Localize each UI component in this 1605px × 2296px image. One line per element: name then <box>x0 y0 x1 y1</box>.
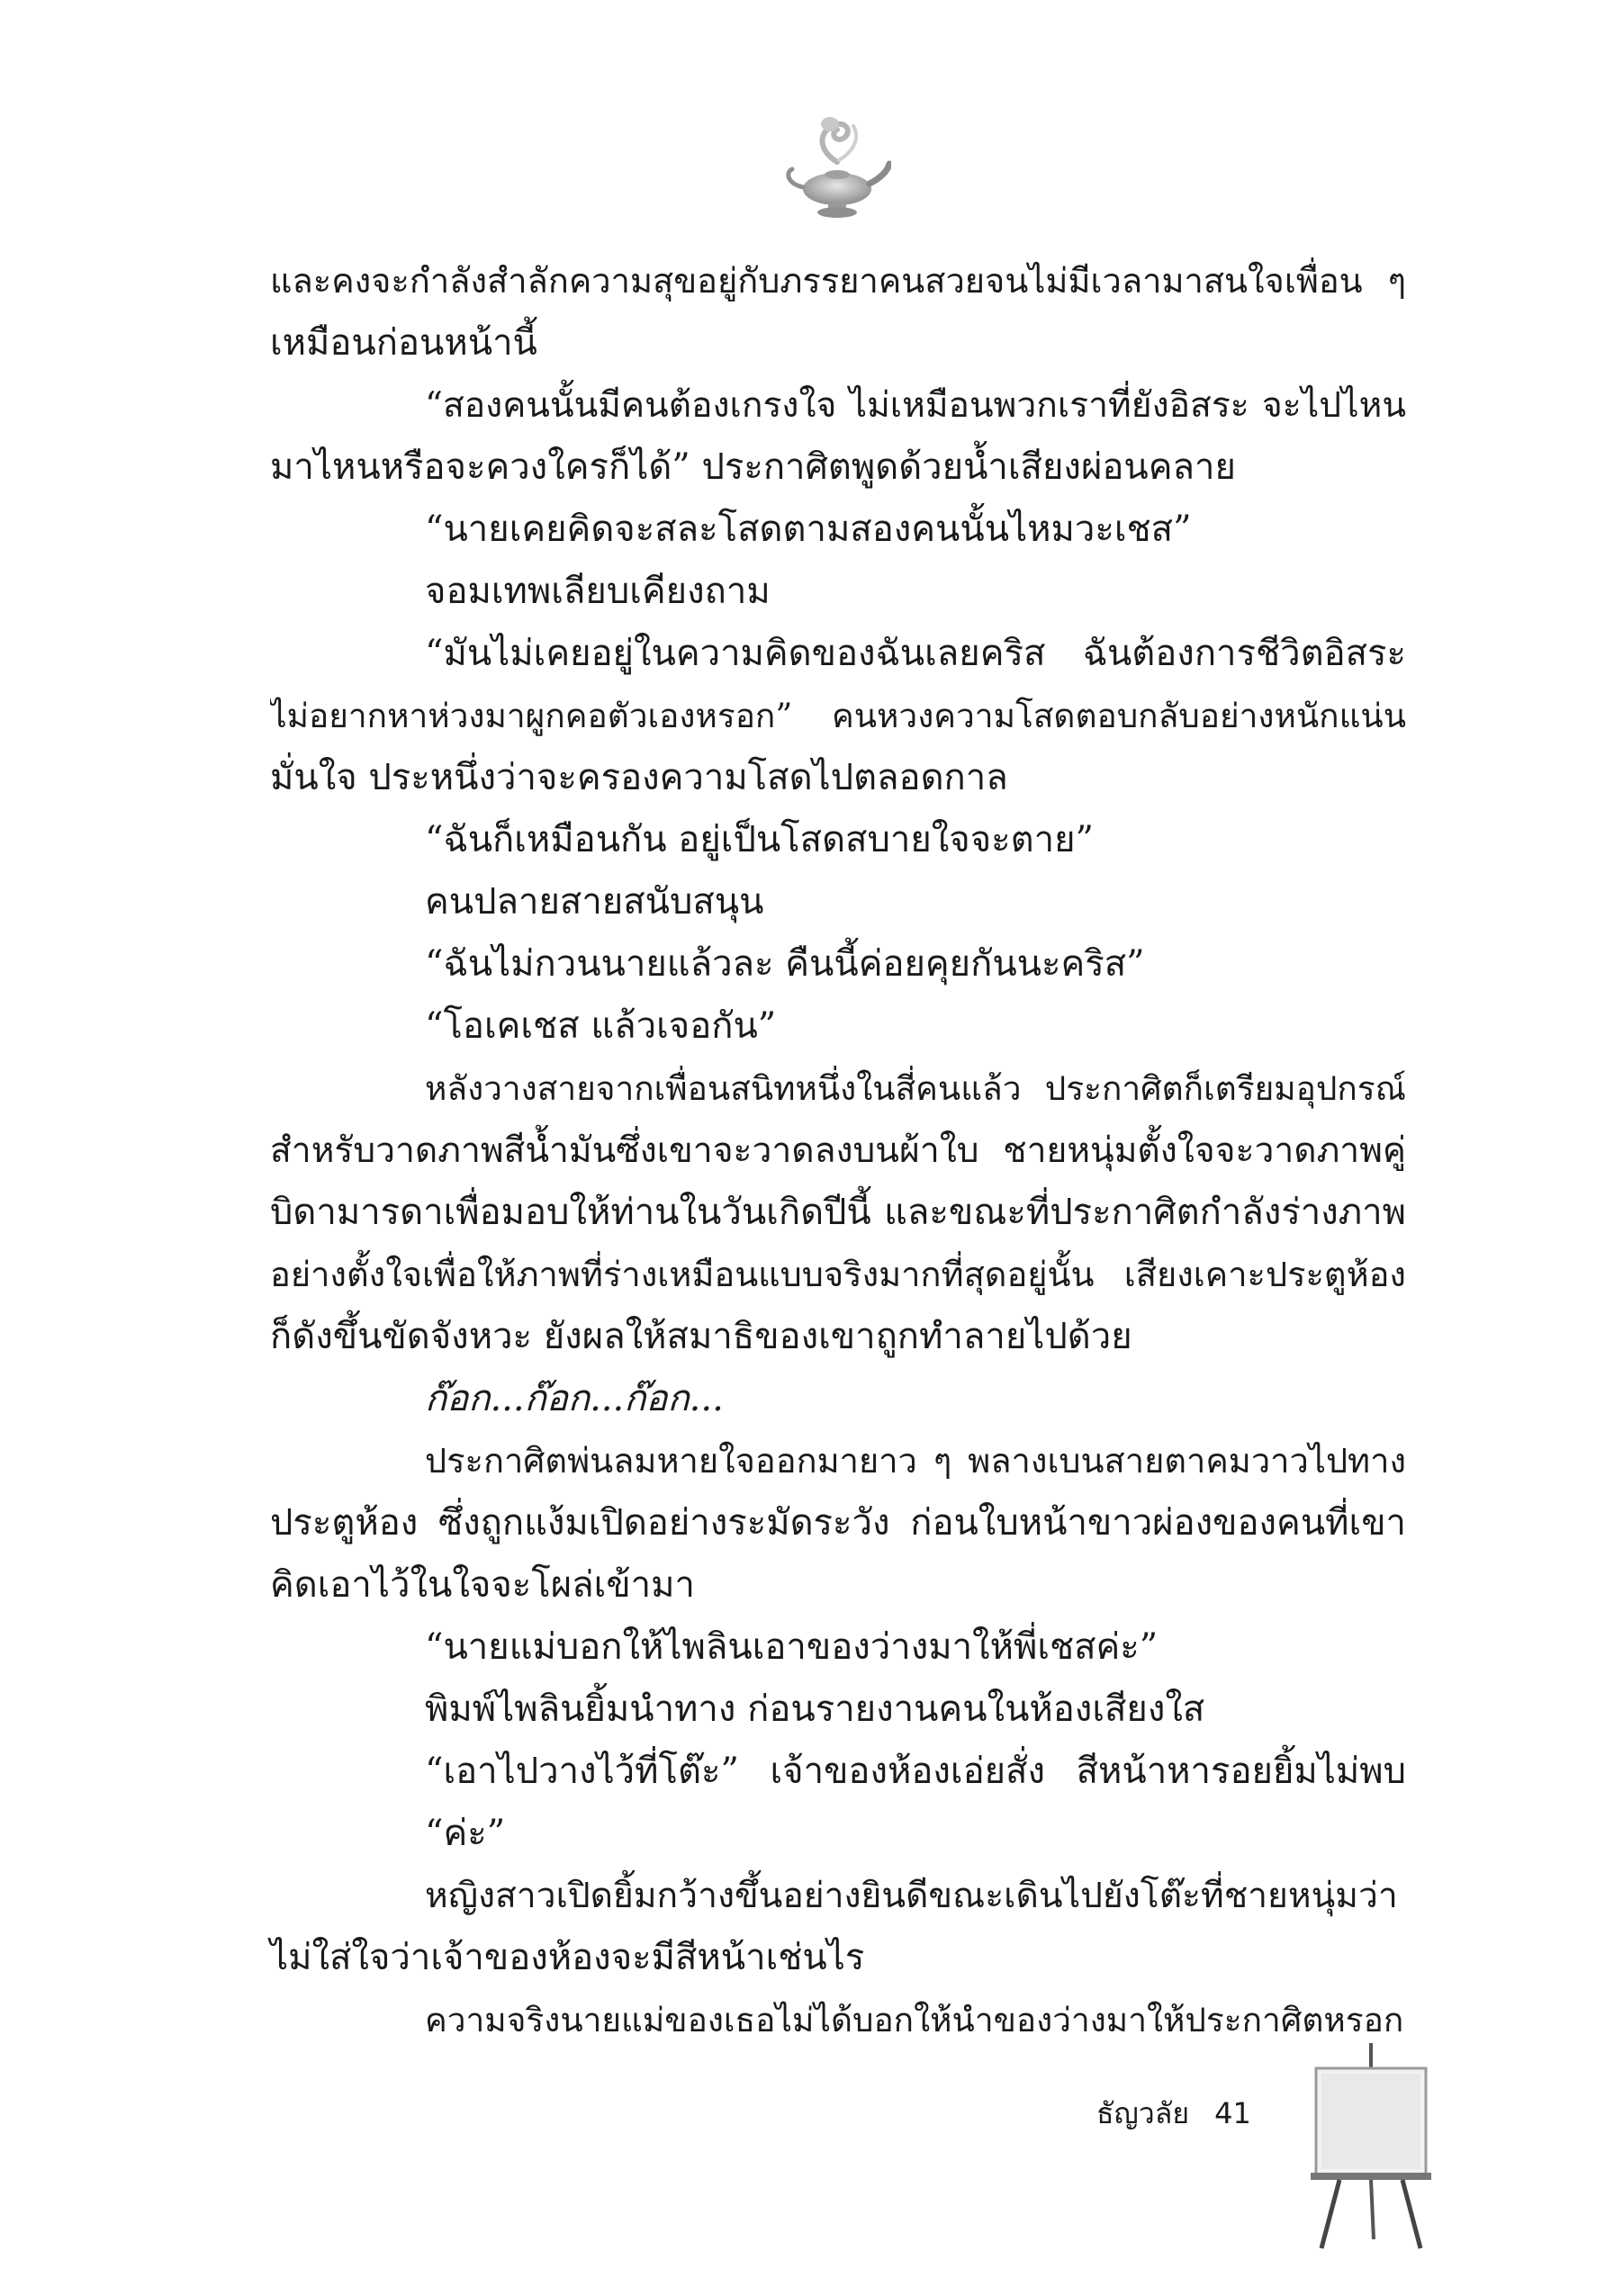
text-line: “นายแม่บอกให้ไพลินเอาของว่างมาให้พี่เชสค่ะ” <box>425 1626 1159 1668</box>
text-line: ประกาศิตพ่นลมหายใจออกมายาว ๆ พลางเบนสายตาคมวาวไปทาง <box>425 1441 1406 1481</box>
text-line: หญิงสาวเปิดยิ้มกว้างขึ้นอย่างยินดีขณะเดินไปยังโต๊ะที่ชายหนุ่มว่า <box>425 1876 1398 1916</box>
text-line: บิดามารดาเพื่อมอบให้ท่านในวันเกิดปีนี้ และขณะที่ประกาศิตกำลังร่างภาพ <box>270 1192 1406 1233</box>
text-line: “สองคนนั้นมีคนต้องเกรงใจ ไม่เหมือนพวกเราที่ยังอิสระ จะไปไหน <box>425 385 1406 426</box>
text-line: จอมเทพเลียบเคียงถาม <box>425 571 771 612</box>
text-line: “เอาไปวางไว้ที่โต๊ะ” เจ้าของห้องเอ่ยสั่ง สีหน้าหารอยยิ้มไม่พบ <box>425 1751 1406 1792</box>
text-line: ก๊อก...ก๊อก...ก๊อก... <box>425 1378 724 1419</box>
text-line: และคงจะกำลังสำลักความสุขอยู่กับภรรยาคนสวยจนไม่มีเวลามาสนใจเพื่อน ๆ <box>270 261 1406 301</box>
page-number: 41 <box>1214 2096 1251 2130</box>
page-footer <box>1096 2095 1251 2131</box>
text-line: สำหรับวาดภาพสีน้ำมันซึ่งเขาจะวาดลงบนผ้าใบ ชายหนุ่มตั้งใจจะวาดภาพคู่ <box>270 1130 1406 1171</box>
text-line: “นายเคยคิดจะสละโสดตามสองคนนั้นไหมวะเชส” <box>425 509 1192 550</box>
text-line: “ฉันก็เหมือนกัน อยู่เป็นโสดสบายใจจะตาย” <box>425 819 1094 860</box>
text-line: หลังวางสายจากเพื่อนสนิทหนึ่งในสี่คนแล้ว ประกาศิตก็เตรียมอุปกรณ์ <box>425 1069 1406 1108</box>
text-line: คนปลายสายสนับสนุน <box>425 881 764 923</box>
body-text <box>270 250 1406 2051</box>
text-line: ไม่อยากหาห่วงมาผูกคอตัวเองหรอก” คนหวงความโสดตอบกลับอย่างหนักแน่น <box>270 697 1406 735</box>
text-line: อย่างตั้งใจเพื่อให้ภาพที่ร่างเหมือนแบบจริงมากที่สุดอยู่นั้น เสียงเคาะประตูห้อง <box>270 1255 1406 1294</box>
text-line: พิมพ์ไพลินยิ้มนำทาง ก่อนรายงานคนในห้องเสียงใส <box>425 1688 1205 1730</box>
author-name: ธัญวลัย <box>1096 2096 1190 2130</box>
easel-icon <box>1303 2036 1438 2252</box>
text-line: เหมือนก่อนหน้านี้ <box>270 322 537 364</box>
text-line: คิดเอาไว้ในใจจะโผล่เข้ามา <box>270 1564 695 1606</box>
text-line: มั่นใจ ประหนึ่งว่าจะครองความโสดไปตลอดกาล <box>270 757 1008 798</box>
magic-lamp-icon <box>783 106 891 223</box>
text-line: ก็ดังขึ้นขัดจังหวะ ยังผลให้สมาธิของเขาถูกทำลายไปด้วย <box>270 1316 1132 1357</box>
text-line: ประตูห้อง ซึ่งถูกแง้มเปิดอย่างระมัดระวัง ก่อนใบหน้าขาวผ่องของคนที่เขา <box>270 1502 1406 1544</box>
text-line: ความจริงนายแม่ของเธอไม่ได้บอกให้นำของว่างมาให้ประกาศิตหรอก <box>425 2001 1404 2039</box>
text-line: ไม่ใส่ใจว่าเจ้าของห้องจะมีสีหน้าเช่นไร <box>270 1937 865 1978</box>
text-line: มาไหนหรือจะควงใครก็ได้” ประกาศิตพูดด้วยน้ำเสียงผ่อนคลาย <box>270 446 1236 488</box>
text-line: “มันไม่เคยอยู่ในความคิดของฉันเลยคริส ฉันต้องการชีวิตอิสระ <box>425 633 1406 674</box>
text-line: “ฉันไม่กวนนายแล้วละ คืนนี้ค่อยคุยกันนะคริส” <box>425 943 1145 985</box>
text-line: “โอเคเชส แล้วเจอกัน” <box>425 1005 777 1047</box>
text-line: “ค่ะ” <box>425 1813 506 1854</box>
